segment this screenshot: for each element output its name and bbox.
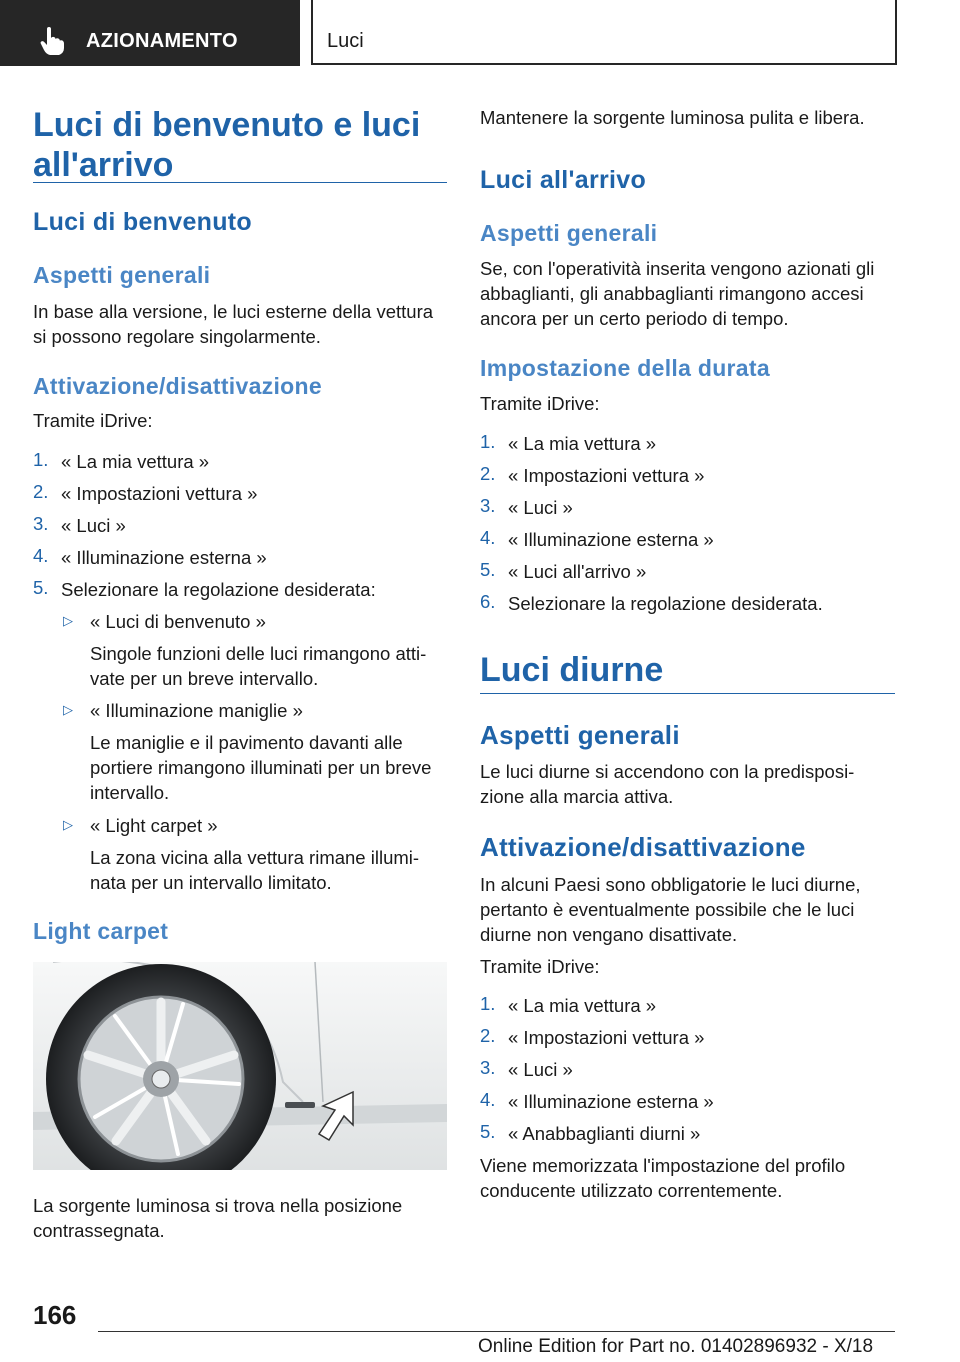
- option-desc: nata per un intervallo limitato.: [90, 872, 332, 893]
- subsection-heading: Impostazione della durata: [480, 355, 770, 381]
- step-number: 5.: [480, 559, 496, 580]
- option-desc: La zona vicina alla vettura rimane illumi-: [90, 847, 420, 868]
- step-number: 6.: [480, 591, 496, 612]
- paragraph-line: zione alla marcia attiva.: [480, 786, 674, 807]
- step-text: « Illuminazione esterna »: [508, 1091, 714, 1112]
- option-desc: intervallo.: [90, 782, 170, 803]
- subsection-heading: Aspetti generali: [480, 720, 680, 750]
- step-number: 2.: [33, 481, 49, 502]
- paragraph-line: Viene memorizzata l'impostazione del profilo: [480, 1155, 846, 1176]
- option-desc: vate per un breve intervallo.: [90, 668, 319, 689]
- option-desc: Singole funzioni delle luci rimangono atti-: [90, 643, 427, 664]
- paragraph-line: pertanto è eventualmente possibile che le luci: [480, 899, 855, 920]
- step-text: « Luci »: [508, 497, 573, 518]
- step-text: « Impostazioni vettura »: [61, 483, 258, 504]
- paragraph-line: si possono regolare singolarmente.: [33, 326, 321, 347]
- step-text: « Luci all'arrivo »: [508, 561, 647, 582]
- option-label: « Illuminazione maniglie »: [90, 700, 303, 721]
- step-number: 1.: [480, 993, 496, 1014]
- option-desc: Le maniglie e il pavimento davanti alle: [90, 732, 403, 753]
- bullet-triangle-icon: ▷: [63, 702, 73, 717]
- step-text: « Illuminazione esterna »: [61, 547, 267, 568]
- step-text: Selezionare la regolazione desiderata.: [508, 593, 823, 614]
- title-divider: [33, 182, 447, 183]
- step-number: 2.: [480, 1025, 496, 1046]
- section-label: AZIONAMENTO: [86, 30, 238, 52]
- pointing-hand-icon: [40, 27, 66, 55]
- subsection-heading: Attivazione/disattivazione: [33, 373, 322, 399]
- section-heading: Luci all'arrivo: [480, 166, 647, 194]
- paragraph-line: Tramite iDrive:: [480, 956, 600, 977]
- page-topic-label: Luci: [327, 30, 364, 52]
- step-text: « Luci »: [508, 1059, 573, 1080]
- page-topic-tab: [311, 0, 897, 65]
- car-wheel-photo: [33, 962, 447, 1170]
- paragraph-line: abbaglianti, gli anabbaglianti rimangono accesi: [480, 283, 864, 304]
- step-number: 1.: [480, 431, 496, 452]
- step-number: 4.: [480, 527, 496, 548]
- option-label: « Luci di benvenuto »: [90, 611, 266, 632]
- step-text: « Impostazioni vettura »: [508, 1027, 705, 1048]
- step-number: 1.: [33, 449, 49, 470]
- main-title-line: Luci di benvenuto e luci: [33, 106, 421, 144]
- bullet-triangle-icon: ▷: [63, 817, 73, 832]
- step-text: Selezionare la regolazione desiderata:: [61, 579, 376, 600]
- main-title-line: all'arrivo: [33, 146, 174, 184]
- step-text: « Impostazioni vettura »: [508, 465, 705, 486]
- subsection-heading: Aspetti generali: [33, 262, 211, 288]
- main-title: [33, 105, 420, 185]
- step-number: 5.: [33, 577, 49, 598]
- subsection-heading: Light carpet: [33, 918, 169, 944]
- paragraph-line: ancora per un certo periodo di tempo.: [480, 308, 789, 329]
- subsection-heading: Aspetti generali: [480, 220, 658, 246]
- paragraph-line: Se, con l'operatività inserita vengono azionati gli: [480, 258, 875, 279]
- paragraph-line: In alcuni Paesi sono obbligatorie le luci diurne,: [480, 874, 861, 895]
- paragraph-line: Tramite iDrive:: [33, 410, 153, 431]
- step-number: 3.: [480, 495, 496, 516]
- step-text: « La mia vettura »: [61, 451, 210, 472]
- step-text: « La mia vettura »: [508, 995, 657, 1016]
- section-heading: Luci di benvenuto: [33, 208, 252, 236]
- step-number: 4.: [480, 1089, 496, 1110]
- photo-caption-line: contrassegnata.: [33, 1220, 165, 1241]
- car-wheel-illustration: [33, 962, 447, 1170]
- page-number: 166: [33, 1300, 77, 1330]
- step-text: « La mia vettura »: [508, 433, 657, 454]
- paragraph-line: Tramite iDrive:: [480, 393, 600, 414]
- section-tab[interactable]: [0, 0, 300, 66]
- chapter-title: Luci diurne: [480, 651, 664, 689]
- paragraph-line: diurne non vengano disattivate.: [480, 924, 738, 945]
- subsection-heading: Attivazione/disattivazione: [480, 832, 806, 862]
- step-number: 3.: [480, 1057, 496, 1078]
- title-divider: [480, 693, 895, 694]
- paragraph-line: Le luci diurne si accendono con la predisposi-: [480, 761, 855, 782]
- paragraph-line: conducente utilizzato correntemente.: [480, 1180, 783, 1201]
- step-number: 2.: [480, 463, 496, 484]
- option-desc: portiere rimangono illuminati per un breve: [90, 757, 432, 778]
- paragraph-line: In base alla versione, le luci esterne della vettura: [33, 301, 434, 322]
- step-text: « Illuminazione esterna »: [508, 529, 714, 550]
- footer-divider: [98, 1331, 895, 1332]
- paragraph-line: Mantenere la sorgente luminosa pulita e libera.: [480, 107, 865, 128]
- step-text: « Luci »: [61, 515, 126, 536]
- step-number: 4.: [33, 545, 49, 566]
- step-number: 3.: [33, 513, 49, 534]
- step-number: 5.: [480, 1121, 496, 1142]
- bullet-triangle-icon: ▷: [63, 613, 73, 628]
- photo-caption-line: La sorgente luminosa si trova nella posizione: [33, 1195, 403, 1216]
- option-label: « Light carpet »: [90, 815, 218, 836]
- edition-text: Online Edition for Part no. 01402896932 - X/18: [478, 1336, 874, 1357]
- step-text: « Anabbaglianti diurni »: [508, 1123, 701, 1144]
